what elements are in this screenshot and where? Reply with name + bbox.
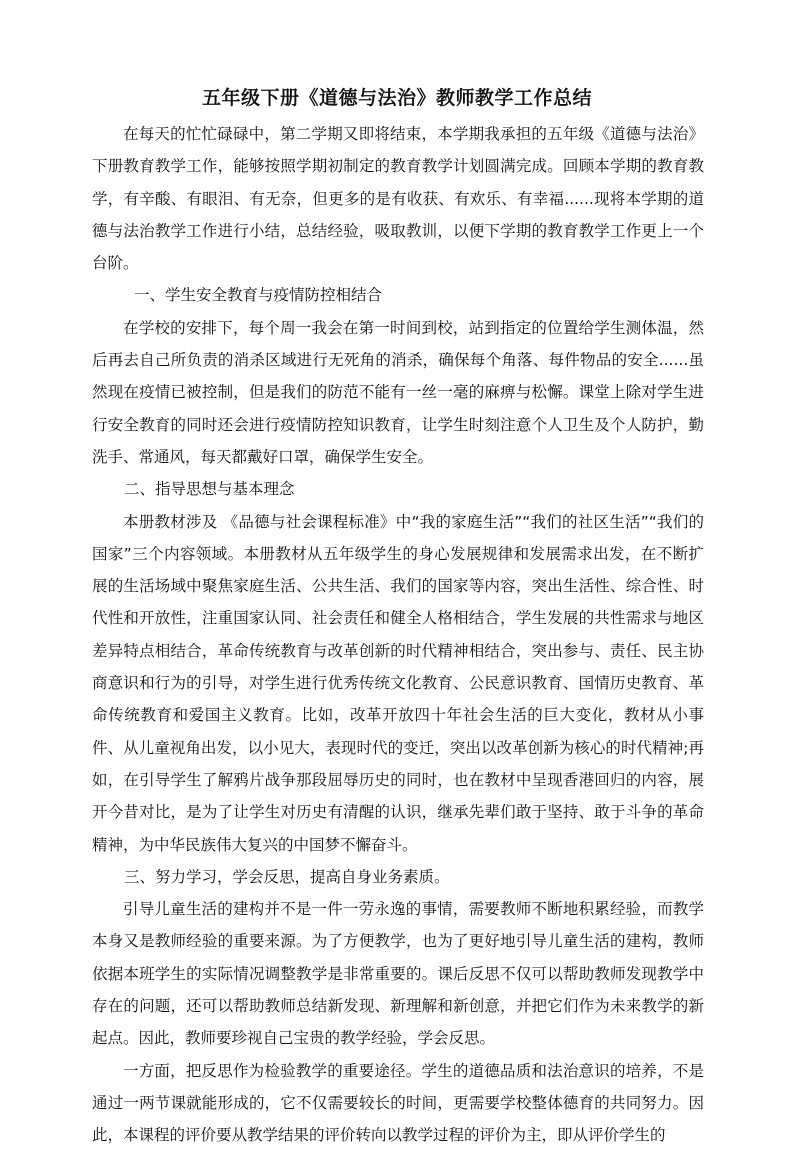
section-heading-reflection: 三、努力学习，学会反思，提高自身业务素质。 — [124, 867, 450, 886]
section-paragraph-reflection-1: 引导儿童生活的建构并不是一件一劳永逸的事情，需要教师不断地积累经验，而教学本身又是教师经验的重要来源。为了方便教学，也为了更好地引导儿童生活的建构，教师依据本班学生的实际情况调整教学是非常重要的。课后反思不仅可以帮助教师发现教学中存在的问题，还可以帮助教师总结新发现、新理解和新创意，并把它们作为未来教学的新起点。因此，教师要珍视自己宝贵的教学经验，学会反思。 — [92, 900, 704, 1048]
section-heading-safety: 一、学生安全教育与疫情防控相结合 — [134, 286, 383, 305]
section-heading-guiding-ideas: 二、指导思想与基本理念 — [124, 480, 295, 499]
section-paragraph-guiding-ideas: 本册教材涉及 《品德与社会课程标准》中“我的家庭生活”“我们的社区生活”“我们的国家”三个内容领域。本册教材从五年级学生的身心发展规律和发展需求出发，在不断扩展的生活场域中聚焦家庭生活、公共生活、我们的国家等内容，突出生活性、综合性、时代性和开放性，注重国家认同、社会责任和健全人格相结合，学生发展的共性需求与地区差异特点相结合，革命传统教育与改革创新的时代精神相结合，突出参与、责任、民主协商意识和行为的引导，对学生进行优秀传统文化教育、公民意识教育、国情历史教育、革命传统教育和爱国主义教育。比如，改革开放四十年社会生活的巨大变化，教材从小事件、从儿童视角出发，以小见大，表现时代的变迁，突出以改革创新为核心的时代精神;再如，在引导学生了解鸦片战争那段屈辱历史的同时，也在教材中呈现香港回归的内容，展开今昔对比，是为了让学生对历史有清醒的认识，继承先辈们敢于坚持、敢于斗争的革命精神，为中华民族伟大复兴的中国梦不懈奋斗。 — [92, 512, 704, 854]
section-paragraph-reflection-2: 一方面，把反思作为检验教学的重要途径。学生的道德品质和法治意识的培养，不是通过一两节课就能形成的，它不仅需要较长的时间，更需要学校整体德育的共同努力。因此，本课程的评价要从教学结果的评价转向以教学过程的评价为主，即从评价学生的 — [92, 1061, 704, 1145]
document-title: 五年级下册《道德与法治》教师教学工作总结 — [201, 87, 592, 109]
document-body — [92, 118, 704, 1152]
intro-paragraph: 在每天的忙忙碌碌中，第二学期又即将结束，本学期我承担的五年级《道德与法治》下册教育教学工作，能够按照学期初制定的教育教学计划圆满完成。回顾本学期的教育教学，有辛酸、有眼泪、有无奈，但更多的是有收获、有欢乐、有幸福......现将本学期的道德与法治教学工作进行小结，总结经验，吸取教训，以便下学期的教育教学工作更上一个台阶。 — [92, 125, 704, 273]
section-paragraph-safety: 在学校的安排下，每个周一我会在第一时间到校，站到指定的位置给学生测体温，然后再去自己所负责的消杀区域进行无死角的消杀，确保每个角落、每件物品的安全......虽然现在疫情已被控制，但是我们的防范不能有一丝一毫的麻痹与松懈。课堂上除对学生进行安全教育的同时还会进行疫情防控知识教育，让学生时刻注意个人卫生及个人防护，勤洗手、常通风，每天都戴好口罩，确保学生安全。 — [92, 318, 704, 466]
